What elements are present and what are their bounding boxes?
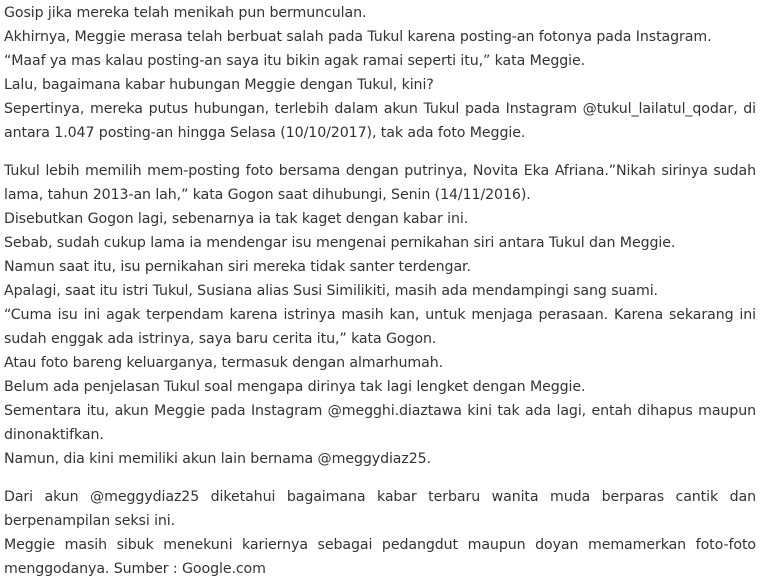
text-line: sudah enggak ada istrinya, saya baru cerita itu,” kata Gogon. — [4, 331, 437, 347]
paragraph-1 — [4, 1, 756, 145]
paragraph-2 — [4, 159, 756, 471]
text-line: Disebutkan Gogon lagi, sebenarnya ia tak kaget dengan kabar ini. — [4, 211, 469, 227]
article-body — [4, 1, 756, 581]
text-line: Sementara itu, akun Meggie pada Instagram @megghi.diaztawa kini tak ada lagi, entah dihapus maupun — [4, 403, 756, 419]
text-line: “Cuma isu ini agak terpendam karena istrinya masih kan, untuk menjaga perasaan. Karena sekarang ini — [4, 307, 756, 323]
text-line: Atau foto bareng keluarganya, termasuk dengan almarhumah. — [4, 355, 444, 371]
text-line: Akhirnya, Meggie merasa telah berbuat salah pada Tukul karena posting-an fotonya pada Instagram. — [4, 29, 712, 45]
text-line: Namun saat itu, isu pernikahan siri mereka tidak santer terdengar. — [4, 259, 471, 275]
text-line: antara 1.047 posting-an hingga Selasa (10/10/2017), tak ada foto Meggie. — [4, 125, 526, 141]
paragraph-3 — [4, 485, 756, 581]
text-line: Tukul lebih memilih mem-posting foto bersama dengan putrinya, Novita Eka Afriana.”Nikah sirinya sudah — [4, 163, 756, 179]
text-line: Gosip jika mereka telah menikah pun bermunculan. — [4, 5, 367, 21]
text-line: “Maaf ya mas kalau posting-an saya itu bikin agak ramai seperti itu,” kata Meggie. — [4, 53, 586, 69]
text-line: Belum ada penjelasan Tukul soal mengapa dirinya tak lagi lengket dengan Meggie. — [4, 379, 586, 395]
text-line: Sepertinya, mereka putus hubungan, terlebih dalam akun Tukul pada Instagram @tukul_lailatul_qodar, di — [4, 101, 756, 117]
text-line: lama, tahun 2013-an lah,” kata Gogon saat dihubungi, Senin (14/11/2016). — [4, 187, 531, 203]
text-line: menggodanya. Sumber : Google.com — [4, 561, 266, 577]
text-line: Namun, dia kini memiliki akun lain bernama @meggydiaz25. — [4, 451, 432, 467]
text-line: berpenampilan seksi ini. — [4, 513, 176, 529]
text-line: Dari akun @meggydiaz25 diketahui bagaimana kabar terbaru wanita muda berparas cantik dan — [4, 489, 756, 505]
text-line: Sebab, sudah cukup lama ia mendengar isu mengenai pernikahan siri antara Tukul dan Meggie. — [4, 235, 676, 251]
text-line: Lalu, bagaimana kabar hubungan Meggie dengan Tukul, kini? — [4, 77, 434, 93]
text-line: Apalagi, saat itu istri Tukul, Susiana alias Susi Similikiti, masih ada mendampingi sang suami. — [4, 283, 658, 299]
paragraph-gap — [4, 145, 756, 159]
text-line: dinonaktifkan. — [4, 427, 104, 443]
text-line: Meggie masih sibuk menekuni kariernya sebagai pedangdut maupun doyan memamerkan foto-foto — [4, 537, 756, 553]
paragraph-gap — [4, 471, 756, 485]
